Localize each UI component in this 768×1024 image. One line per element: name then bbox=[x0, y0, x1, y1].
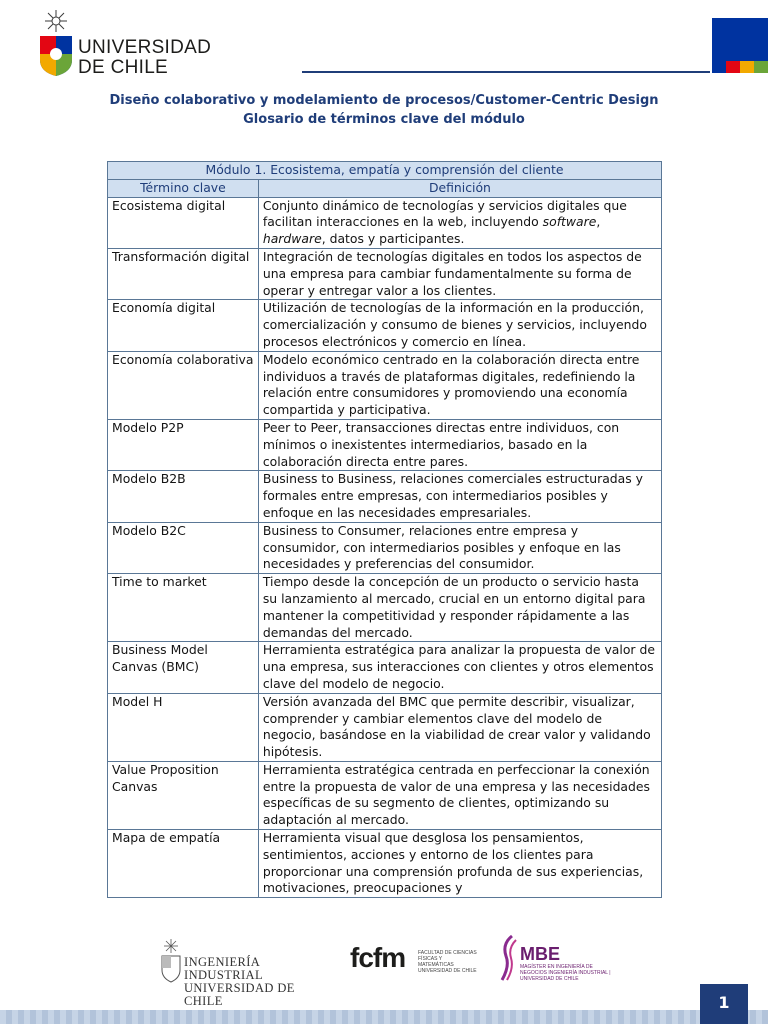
table-row bbox=[108, 471, 662, 522]
table-row bbox=[108, 693, 662, 761]
term-cell: Time to market bbox=[108, 574, 259, 642]
table-row bbox=[108, 830, 662, 898]
term-cell: Modelo B2B bbox=[108, 471, 259, 522]
definition-cell: Herramienta visual que desglosa los pensamientos, sentimientos, acciones y entorno de los clientes para proporcionar una comprensión profunda de sus experiencias, motivaciones, preocupaciones y bbox=[258, 830, 661, 898]
definition-cell: Business to Business, relaciones comerciales estructuradas y formales entre empresas, con intermediarios posibles y enfoque en las necesidades empresariales. bbox=[258, 471, 661, 522]
table-row bbox=[108, 761, 662, 829]
definition-cell: Tiempo desde la concepción de un producto o servicio hasta su lanzamiento al mercado, crucial en un entorno digital para mantener la competitividad y responder rápidamente a las demandas del mercado. bbox=[258, 574, 661, 642]
module-heading: Módulo 1. Ecosistema, empatía y comprensión del cliente bbox=[108, 162, 662, 180]
definition-cell: Modelo económico centrado en la colaboración directa entre individuos a través de plataformas digitales, redefiniendo la relación entre consumidores y promoviendo una economía compartida y participativa. bbox=[258, 351, 661, 419]
table-row bbox=[108, 522, 662, 573]
italic-term: hardware bbox=[262, 231, 322, 247]
term-cell: Model H bbox=[108, 693, 259, 761]
column-header-row bbox=[108, 179, 662, 197]
university-name-line1: UNIVERSIDAD bbox=[78, 37, 212, 58]
page-number: 1 bbox=[700, 984, 748, 1024]
table-row bbox=[108, 300, 662, 351]
definition-cell: Utilización de tecnologías de la información en la producción, comercialización y consumo de bienes y servicios, incluyendo procesos electrónicos y comercio en línea. bbox=[258, 300, 661, 351]
course-title: Diseño colaborativo y modelamiento de procesos/Customer-Centric Design bbox=[109, 93, 659, 108]
ii-line1: INGENIERÍA INDUSTRIAL bbox=[184, 955, 263, 982]
term-cell: Economía colaborativa bbox=[108, 351, 259, 419]
term-cell: Value Proposition Canvas bbox=[108, 761, 259, 829]
term-cell: Mapa de empatía bbox=[108, 830, 259, 898]
flag-stripes bbox=[712, 61, 768, 73]
university-name bbox=[78, 38, 211, 78]
definition-cell: Herramienta estratégica para analizar la propuesta de valor de una empresa, sus interacciones con clientes y otros elementos clave del modelo de negocio. bbox=[258, 642, 661, 693]
university-crest-icon bbox=[38, 8, 74, 78]
term-cell: Modelo B2C bbox=[108, 522, 259, 573]
fcfm-mark: fcfm bbox=[350, 942, 406, 973]
table-row bbox=[108, 197, 662, 248]
table-row bbox=[108, 419, 662, 470]
mbe-subtitle: MAGÍSTER EN INGENIERÍA DE NEGOCIOS INGENIERÍA INDUSTRIAL | UNIVERSIDAD DE CHILE bbox=[520, 964, 611, 982]
fcfm-logo bbox=[350, 942, 480, 982]
ingenieria-industrial-crest-icon bbox=[160, 938, 182, 984]
mbe-swirl-icon bbox=[498, 934, 520, 982]
column-header-definition: Definición bbox=[258, 179, 661, 197]
document-title: Glosario de términos clave del módulo bbox=[243, 112, 525, 127]
term-cell: Modelo P2P bbox=[108, 419, 259, 470]
mbe-logo bbox=[498, 934, 618, 984]
flag-stripe-red bbox=[726, 61, 740, 73]
module-heading-row bbox=[108, 162, 662, 180]
column-header-term: Término clave bbox=[108, 179, 259, 197]
footer-logos bbox=[0, 932, 768, 1008]
flag-stripe-yellow bbox=[740, 61, 754, 73]
ingenieria-industrial-logo bbox=[160, 936, 325, 1008]
table-row bbox=[108, 248, 662, 299]
definition-cell: Conjunto dinámico de tecnologías y servicios digitales que facilitan interacciones en la web, incluyendo software, hardware, datos y participantes. bbox=[258, 197, 661, 248]
flag-stripe-blue bbox=[712, 61, 726, 73]
university-logo bbox=[38, 8, 212, 78]
italic-term: software bbox=[542, 214, 597, 230]
table-row bbox=[108, 642, 662, 693]
header-divider bbox=[302, 71, 710, 73]
definition-cell: Herramienta estratégica centrada en perfeccionar la conexión entre la propuesta de valor de una empresa y las necesidades específicas de su segmento de clientes, optimizando su adaptación al mercado. bbox=[258, 761, 661, 829]
flag-stripe-green bbox=[754, 61, 768, 73]
university-name-line2: DE CHILE bbox=[78, 57, 169, 78]
glossary-table bbox=[107, 161, 662, 898]
footer-band bbox=[0, 1010, 768, 1024]
term-cell: Transformación digital bbox=[108, 248, 259, 299]
table-row bbox=[108, 351, 662, 419]
term-cell: Business Model Canvas (BMC) bbox=[108, 642, 259, 693]
definition-cell: Versión avanzada del BMC que permite describir, visualizar, comprender y cambiar elementos clave del modelo de negocio, basándose en la viabilidad de crear valor y validando hipótesis. bbox=[258, 693, 661, 761]
ii-line2: UNIVERSIDAD DE CHILE bbox=[184, 981, 295, 1008]
mbe-mark: MBE bbox=[520, 944, 560, 964]
term-cell: Ecosistema digital bbox=[108, 197, 259, 248]
definition-cell: Business to Consumer, relaciones entre empresa y consumidor, con intermediarios posibles y enfoque en las necesidades y preferencias del consumidor. bbox=[258, 522, 661, 573]
table-row bbox=[108, 574, 662, 642]
flag-blue-block bbox=[712, 18, 768, 61]
definition-cell: Integración de tecnologías digitales en todos los aspectos de una empresa para cambiar fundamentalmente su forma de operar y entregar valor a los clientes. bbox=[258, 248, 661, 299]
ingenieria-industrial-text bbox=[184, 956, 325, 1008]
definition-cell: Peer to Peer, transacciones directas entre individuos, con mínimos o inexistentes intermediarios, basado en la colaboración directa entre pares. bbox=[258, 419, 661, 470]
fcfm-subtitle: FACULTAD DE CIENCIAS FÍSICAS Y MATEMÁTICAS UNIVERSIDAD DE CHILE bbox=[418, 950, 477, 974]
term-cell: Economía digital bbox=[108, 300, 259, 351]
